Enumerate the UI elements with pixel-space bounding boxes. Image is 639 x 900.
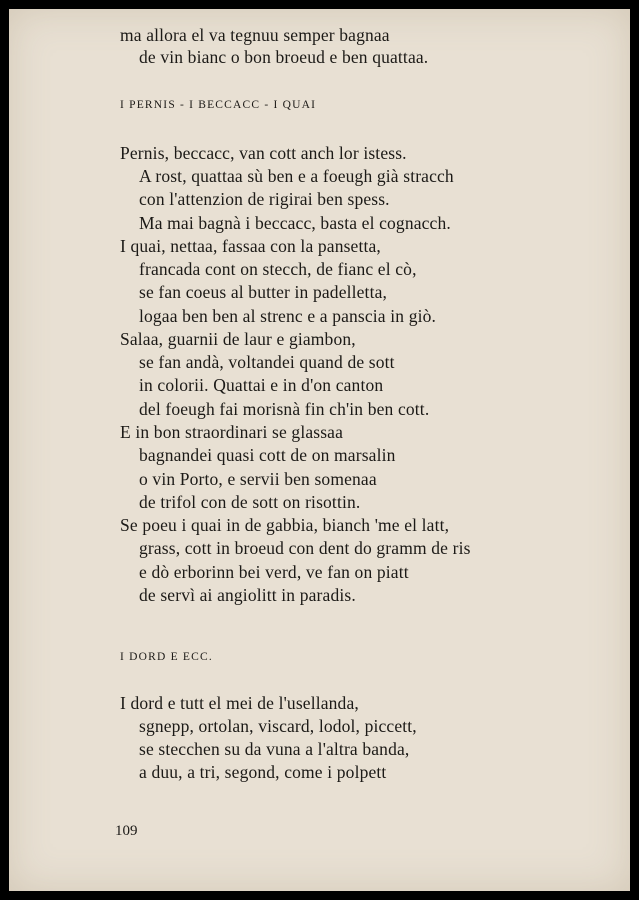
poem-line: se fan coeus al butter in padelletta, [139, 282, 388, 302]
poem-line: Ma mai bagnà i beccacc, basta el cognacch. [139, 213, 451, 233]
poem-line: se stecchen su da vuna a l'altra banda, [139, 739, 410, 759]
poem-line: A rost, quattaa sù ben e a foeugh già stracch [139, 166, 454, 186]
poem-line: a duu, a tri, segond, come i polpett [139, 762, 387, 782]
poem-line: ma allora el va tegnuu semper bagnaa [120, 25, 390, 45]
poem-line: se fan andà, voltandei quand de sott [139, 352, 395, 372]
poem-line: e dò erborinn bei verd, ve fan on piatt [139, 562, 409, 582]
poem-line: E in bon straordinari se glassaa [120, 422, 344, 442]
poem-line: in colorii. Quattai e in d'on canton [139, 375, 384, 395]
section-heading: I PERNIS - I BECCACC - I QUAI [120, 99, 317, 111]
poem-line: Pernis, beccacc, van cott anch lor istess. [120, 143, 407, 163]
poem-line: bagnandei quasi cott de on marsalin [139, 445, 396, 465]
poem-line: I dord e tutt el mei de l'usellanda, [120, 693, 359, 713]
poem-line: francada cont on stecch, de fianc el cò, [139, 259, 417, 279]
poem-line: I quai, nettaa, fassaa con la pansetta, [120, 236, 381, 256]
poem-line: sgnepp, ortolan, viscard, lodol, piccett, [139, 716, 417, 736]
poem-line: con l'attenzion de rigirai ben spess. [139, 189, 390, 209]
poem-line: Se poeu i quai in de gabbia, bianch 'me el latt, [120, 515, 450, 535]
page-number: 109 [115, 823, 138, 839]
book-page [9, 9, 630, 891]
poem-line: de servì ai angiolitt in paradis. [139, 585, 356, 605]
poem-line: o vin Porto, e servii ben somenaa [139, 469, 377, 489]
poem-line: de trifol con de sott on risottin. [139, 492, 361, 512]
section-heading: I DORD E ECC. [120, 651, 213, 663]
poem-line: del foeugh fai morisnà fin ch'in ben cott. [139, 399, 430, 419]
poem-line: logaa ben ben al strenc e a panscia in giò. [139, 306, 437, 326]
poem-line: grass, cott in broeud con dent do gramm de ris [139, 538, 471, 558]
poem-line: Salaa, guarnii de laur e giambon, [120, 329, 356, 349]
poem-line: de vin bianc o bon broeud e ben quattaa. [139, 47, 429, 67]
